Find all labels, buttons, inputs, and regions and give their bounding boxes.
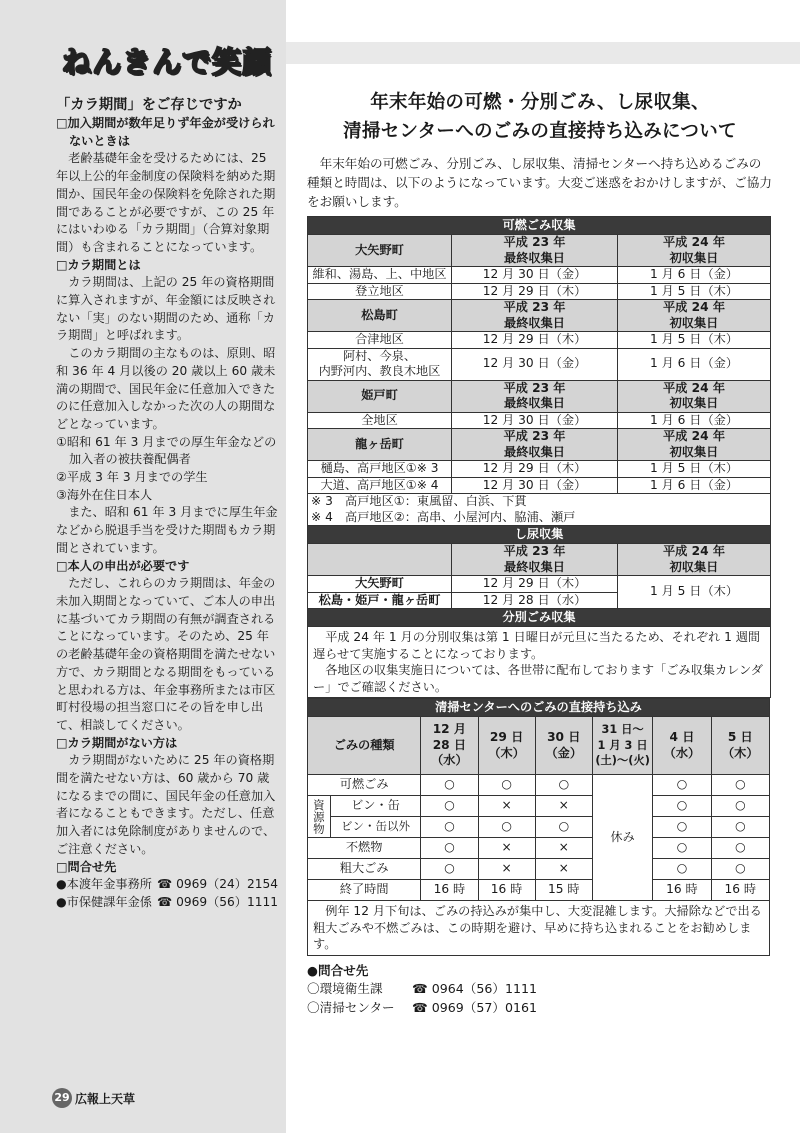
last-date-cell: 12 月 30 日（金） [452, 477, 618, 494]
first-date-header: 平成 24 年 初収集日 [618, 300, 771, 332]
value-cell: 15 時 [535, 880, 592, 901]
value-cell: 16 時 [653, 880, 711, 901]
section-heading: □加入期間が数年足りず年金が受けられないときは [56, 116, 275, 148]
value-cell: × [478, 838, 535, 859]
value-cell: ○ [478, 775, 535, 796]
first-date-cell: 1 月 5 日（木） [618, 461, 771, 478]
article-title [307, 88, 773, 146]
last-date-header: 平成 23 年 最終収集日 [452, 380, 618, 412]
contact-name: 〇環境衛生課 [307, 980, 383, 996]
first-date-header: 平成 24 年 初収集日 [618, 235, 771, 267]
garbage-article [307, 88, 773, 1017]
area-cell: 松島・姫戸・龍ヶ岳町 [308, 592, 452, 609]
section-heading: □カラ期間がない方は [56, 735, 178, 750]
paragraph: 老齢基礎年金を受けるためには、25 年以上公的年金制度の保険料を納めた期間か、国民年金の保険料を免除された期間であることが必要ですが、この 25 年にはいわゆる「カラ期間」（合算対象期間）も含まれることになっています。 [56, 151, 276, 254]
contact-name: ●市保健課年金係 [56, 894, 152, 909]
publication-name: 広報上天草 [75, 1091, 136, 1106]
mochikomi-note [308, 901, 770, 956]
value-cell: ○ [653, 817, 711, 838]
last-date-cell: 12 月 30 日（金） [452, 412, 618, 429]
table-row [308, 817, 770, 838]
day-header: 29 日 （木） [478, 717, 535, 775]
first-date-cell: 1 月 6 日（金） [618, 348, 771, 380]
first-date-cell: 1 月 6 日（金） [618, 412, 771, 429]
last-date-cell: 12 月 29 日（木） [452, 283, 618, 300]
type-cell: 粗大ごみ [308, 859, 421, 880]
value-cell: 16 時 [421, 880, 478, 901]
left-column [0, 0, 286, 1133]
area-cell: 阿村、今泉、 内野河内、教良木地区 [308, 348, 452, 380]
town-name: 姫戸町 [308, 380, 452, 412]
town-name: 大矢野町 [308, 235, 452, 267]
paragraph: 平成 24 年 1 月の分別収集は第 1 日曜日が元旦に当たるため、それぞれ 1 週間遅らせて実施することになっております。 [313, 630, 761, 661]
bunbetsu-bar: 分別ごみ収集 [308, 609, 771, 627]
table-row [308, 283, 771, 300]
day-header: 12 月 28 日 （水） [421, 717, 478, 775]
last-date-cell: 12 月 30 日（金） [452, 267, 618, 284]
section-heading: □カラ期間とは [56, 257, 141, 272]
kanen-table [307, 216, 771, 698]
footnote-line: ※ 3 高戸地区①：東風留、白浜、下貫 [311, 494, 527, 508]
column-banner: ねんきんで笑顔 [62, 45, 273, 79]
contact-row [56, 876, 278, 894]
last-date-cell: 12 月 29 日（木） [452, 576, 618, 593]
area-cell: 大矢野町 [308, 576, 452, 593]
area-cell: 維和、湯島、上、中地区 [308, 267, 452, 284]
type-cell: 終了時間 [308, 880, 421, 901]
value-cell: ○ [421, 817, 478, 838]
first-date-header: 平成 24 年 初収集日 [618, 380, 771, 412]
last-date-header: 平成 23 年 最終収集日 [452, 544, 618, 576]
area-cell: 合津地区 [308, 332, 452, 349]
contact-tel: ☎ 0969（24）2154 [157, 877, 278, 892]
first-date-cell: 1 月 5 日（木） [618, 576, 771, 609]
value-cell: ○ [711, 775, 769, 796]
last-date-cell: 12 月 29 日（木） [452, 461, 618, 478]
pension-article [56, 96, 278, 912]
last-date-header: 平成 23 年 最終収集日 [452, 300, 618, 332]
footnote-line: ※ 4 高戸地区②：高串、小屋河内、脇浦、瀬戸 [311, 509, 576, 524]
value-cell: ○ [653, 859, 711, 880]
first-date-cell: 1 月 5 日（木） [618, 332, 771, 349]
shinyo-bar: し尿収集 [308, 526, 771, 544]
type-cell: 不燃物 [308, 838, 421, 859]
contact-tel: ☎ 0969（57）0161 [412, 999, 538, 1015]
day-header: 5 日 （木） [711, 717, 769, 775]
contact-row [56, 894, 278, 912]
last-date-header: 平成 23 年 最終収集日 [452, 235, 618, 267]
last-date-cell: 12 月 30 日（金） [452, 348, 618, 380]
value-cell: ○ [653, 796, 711, 817]
value-cell: ○ [535, 817, 592, 838]
section-heading: □本人の申出が必要です [56, 558, 190, 573]
article-title-line: 年末年始の可燃・分別ごみ、し尿収集、 [370, 92, 710, 113]
value-cell: × [478, 859, 535, 880]
page-number: 29 [52, 1088, 72, 1108]
value-cell: ○ [421, 796, 478, 817]
area-cell: 全地区 [308, 412, 452, 429]
table-row [308, 461, 771, 478]
value-cell: × [478, 796, 535, 817]
value-cell: ○ [421, 859, 478, 880]
first-date-header: 平成 24 年 初収集日 [618, 544, 771, 576]
type-header: ごみの種類 [308, 717, 421, 775]
type-cell: ビン・缶以外 [330, 817, 421, 838]
type-cell: 可燃ごみ [308, 775, 421, 796]
paragraph: 例年 12 月下旬は、ごみの持込みが集中し、大変混雑します。大掃除などで出る粗大ごみや不燃ごみは、この時期を避け、早めに持ち込まれることをお勧めします。 [313, 904, 762, 951]
table-row [308, 838, 770, 859]
type-cell: ビン・缶 [330, 796, 421, 817]
day-header: 4 日 （水） [653, 717, 711, 775]
contact-name: 〇清掃センター [307, 999, 395, 1015]
bunbetsu-note [308, 627, 771, 698]
table-row [308, 576, 771, 593]
contact-tel: ☎ 0964（56）1111 [412, 980, 538, 996]
pension-article-title: 「カラ期間」をご存じですか [56, 97, 242, 113]
shigen-label: 資 源 物 [308, 796, 331, 838]
last-date-header: 平成 23 年 最終収集日 [452, 429, 618, 461]
contact-row [307, 979, 773, 998]
value-cell: ○ [711, 838, 769, 859]
day-header: 30 日 （金） [535, 717, 592, 775]
last-date-cell: 12 月 28 日（水） [452, 592, 618, 609]
area-cell: 樋島、高戸地区①※ 3 [308, 461, 452, 478]
paragraph: このカラ期間の主なものは、原則、昭和 36 年 4 月以後の 20 歳以上 60 歳未満の期間で、国民年金に任意加入できたのに任意加入しなかった次の人の期間などとなっています。 [56, 346, 276, 431]
mochikomi-bar: 清掃センターへのごみの直接持ち込み [308, 699, 770, 717]
article-title-line: 清掃センターへのごみの直接持ち込みについて [343, 121, 737, 142]
list-item: ②平成 3 年 3 月までの学生 [56, 470, 208, 485]
table-row [308, 796, 770, 817]
table-row [308, 775, 770, 796]
table-row [308, 412, 771, 429]
paragraph: カラ期間は、上記の 25 年の資格期間に算入されますが、年金額には反映されない「実」のない期間のため、通称「カラ期間」と呼ばれます。 [56, 275, 276, 343]
footnote [308, 494, 771, 526]
article-intro: 年末年始の可燃ごみ、分別ごみ、し尿収集、清掃センターへ持ち込めるごみの種類と時間は、以下のようになっています。大変ご迷惑をおかけしますが、ご協力をお願いします。 [307, 156, 772, 209]
shinyo-header-blank [308, 544, 452, 576]
table-row [308, 332, 771, 349]
value-cell: × [535, 838, 592, 859]
first-date-header: 平成 24 年 初収集日 [618, 429, 771, 461]
contact-tel: ☎ 0969（56）1111 [157, 894, 278, 909]
first-date-cell: 1 月 6 日（金） [618, 477, 771, 494]
value-cell: × [535, 859, 592, 880]
section-heading: □問合せ先 [56, 859, 117, 874]
value-cell: ○ [653, 775, 711, 796]
day-header: 31 日〜 1 月 3 日 (土)〜(火) [592, 717, 652, 775]
header-bar [286, 42, 800, 64]
first-date-cell: 1 月 6 日（金） [618, 267, 771, 284]
paragraph: また、昭和 61 年 3 月までに厚生年金などから脱退手当を受けた期間もカラ期間とされています。 [56, 505, 278, 555]
list-item: ③海外在住日本人 [56, 487, 153, 502]
rest-cell: 休み [592, 775, 652, 901]
contact-name: ●本渡年金事務所 [56, 877, 152, 892]
paragraph: カラ期間がないために 25 年の資格期間を満たせない方は、60 歳から 70 歳になるまでの間に、国民年金の任意加入者になることもできます。ただし、任意加入者には免除制度がありませんので、ご注意ください。 [56, 753, 276, 856]
area-cell: 登立地区 [308, 283, 452, 300]
town-name: 龍ヶ岳町 [308, 429, 452, 461]
value-cell: ○ [421, 838, 478, 859]
first-date-cell: 1 月 5 日（木） [618, 283, 771, 300]
kanen-bar: 可燃ごみ収集 [308, 217, 771, 235]
contact-row [307, 998, 773, 1017]
table-row [308, 348, 771, 380]
mochikomi-table [307, 698, 770, 956]
paragraph: 各地区の収集実施日については、各世帯に配布しております「ごみ収集カレンダー」でご確認ください。 [313, 663, 763, 694]
list-item: ①昭和 61 年 3 月までの厚生年金などの加入者の被扶養配偶者 [56, 434, 277, 467]
last-date-cell: 12 月 29 日（木） [452, 332, 618, 349]
value-cell: ○ [535, 775, 592, 796]
paragraph: ただし、これらのカラ期間は、年金の未加入期間となっていて、ご本人の申出に基づいてカラ期間の有無が調査されることになっています。そのため、25 年の老齢基礎年金の資格期間を満たせない方で、カラ期間となる期間をもっていると思われる方は、年金事務所または市区町村役場の担当窓口にその旨を申し出て、相談してください。 [56, 576, 276, 732]
value-cell: ○ [711, 817, 769, 838]
value-cell: ○ [653, 838, 711, 859]
value-cell: ○ [711, 859, 769, 880]
table-row [308, 267, 771, 284]
value-cell: ○ [478, 817, 535, 838]
table-row [308, 859, 770, 880]
value-cell: ○ [421, 775, 478, 796]
table-row [308, 880, 770, 901]
contact-title: ●問合せ先 [307, 962, 369, 978]
value-cell: ○ [711, 796, 769, 817]
value-cell: × [535, 796, 592, 817]
value-cell: 16 時 [711, 880, 769, 901]
town-name: 松島町 [308, 300, 452, 332]
value-cell: 16 時 [478, 880, 535, 901]
area-cell: 大道、高戸地区①※ 4 [308, 477, 452, 494]
page-footer [52, 1088, 135, 1108]
table-row [308, 477, 771, 494]
